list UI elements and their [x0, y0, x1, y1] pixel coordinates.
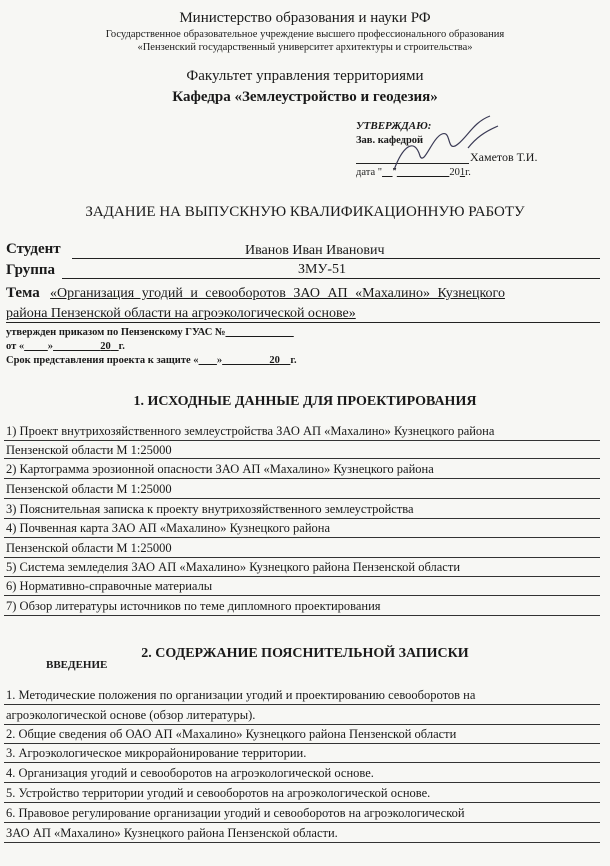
section-2-intro: ВВЕДЕНИЕ — [46, 659, 108, 671]
deadline-mid: » — [216, 355, 223, 366]
group-field-line — [62, 278, 600, 279]
approval-date — [356, 167, 471, 178]
date-quote: " — [392, 167, 397, 178]
student-label: Студент — [6, 241, 61, 257]
head-of-department-label: Зав. кафедрой — [356, 135, 424, 146]
section-2-line-2: агроэкологической основе (обзор литературы). — [6, 708, 256, 722]
head-name: Хаметов Т.И. — [470, 150, 538, 164]
deadline-year-blank — [280, 355, 291, 366]
order-number-blank — [226, 327, 294, 338]
section-1-line-3: 2) Картограмма эрозионной опасности ЗАО АП «Махалино» Кузнецкого района — [6, 462, 434, 476]
section-2-rule-7 — [4, 822, 600, 823]
student-name: Иванов Иван Иванович — [245, 243, 385, 258]
section-2-line-1: 1. Методические положения по организации угодий и проектированию севооборотов на — [6, 688, 476, 702]
date-year-suffix: 1 — [459, 167, 466, 178]
section-1-line-7: Пензенской области М 1:25000 — [6, 541, 172, 555]
document-title: ЗАДАНИЕ НА ВЫПУСКНУЮ КВАЛИФИКАЦИОННУЮ РАБОТУ — [85, 204, 525, 220]
section-2-line-7: 6. Правовое регулирование организации угодий и севооборотов на агроэкологической — [6, 806, 465, 820]
order-end: г. — [118, 341, 125, 352]
group-value: ЗМУ-51 — [298, 262, 347, 277]
section-1-line-10: 7) Обзор литературы источников по теме дипломного проектирования — [6, 599, 381, 613]
section-1-rule-1 — [4, 440, 600, 441]
date-end: г. — [465, 167, 471, 178]
order-from: от « — [6, 341, 25, 352]
order-year: 20 — [100, 341, 111, 352]
date-day-blank — [382, 167, 393, 178]
section-1-rule-4 — [4, 498, 600, 499]
section-2-heading: 2. СОДЕРЖАНИЕ ПОЯСНИТЕЛЬНОЙ ЗАПИСКИ — [141, 646, 469, 661]
section-1-rule-10 — [4, 615, 600, 616]
date-year: 20 — [449, 167, 460, 178]
section-1-line-8: 5) Система земледелия ЗАО АП «Махалино» Кузнецкого района Пензенской области — [6, 560, 461, 574]
order-from-mid: » — [47, 341, 54, 352]
section-2-line-6: 5. Устройство территории угодий и севооборотов на агроэкологической основе. — [6, 786, 431, 800]
deadline-month-blank — [222, 355, 269, 366]
section-2-rule-6 — [4, 802, 600, 803]
institution-line-2: «Пензенский государственный университет архитектуры и строительства» — [137, 42, 473, 53]
section-1-rule-9 — [4, 595, 600, 596]
section-2-rule-3 — [4, 743, 600, 744]
section-1-line-1: 1) Проект внутрихозяйственного землеустройства ЗАО АП «Махалино» Кузнецкого района — [6, 424, 495, 438]
section-2-line-3: 2. Общие сведения об ОАО АП «Махалино» Кузнецкого района Пензенской области — [6, 727, 457, 741]
ministry-title: Министерство образования и науки РФ — [179, 10, 431, 26]
deadline-line — [6, 355, 297, 366]
topic-line-1: «Организация угодий и севооборотов ЗАО АП «Махалино» Кузнецкого — [50, 286, 505, 301]
group-label: Группа — [6, 262, 56, 278]
deadline-end: г. — [290, 355, 297, 366]
date-month-blank — [397, 167, 450, 178]
section-2-rule-4 — [4, 762, 600, 763]
topic-field-line — [6, 322, 600, 323]
section-2-rule-2 — [4, 724, 600, 725]
section-1-rule-5 — [4, 518, 600, 519]
institution-line-1: Государственное образовательное учреждение высшего профессионального образования — [105, 29, 505, 40]
approved-label: УТВЕРЖДАЮ: — [356, 120, 432, 132]
section-2-rule-8 — [4, 842, 600, 843]
section-1-rule-2 — [4, 458, 600, 459]
order-month-blank — [53, 341, 100, 352]
section-1-line-2: Пензенской области М 1:25000 — [6, 443, 172, 457]
order-line — [6, 327, 294, 338]
section-2-rule-1 — [4, 704, 600, 705]
order-day-blank — [24, 341, 48, 352]
section-1-line-6: 4) Почвенная карта ЗАО АП «Махалино» Кузнецкого района — [6, 521, 331, 535]
section-1-heading: 1. ИСХОДНЫЕ ДАННЫЕ ДЛЯ ПРОЕКТИРОВАНИЯ — [133, 394, 477, 409]
section-2-line-4: 3. Агроэкологическое микрорайонирование территории. — [6, 746, 307, 760]
section-1-rule-3 — [4, 478, 600, 479]
date-prefix: дата " — [356, 167, 383, 178]
topic-label: Тема — [6, 285, 40, 301]
section-1-line-5: 3) Пояснительная записка к проекту внутрихозяйственного землеустройства — [6, 502, 414, 516]
section-2-line-5: 4. Организация угодий и севооборотов на агроэкологической основе. — [6, 766, 374, 780]
deadline-day-blank — [199, 355, 217, 366]
deadline-text: Срок представления проекта к защите « — [6, 355, 199, 366]
order-year-blank — [111, 341, 119, 352]
deadline-year: 20 — [269, 355, 280, 366]
order-date-line — [6, 341, 125, 352]
department-title: Кафедра «Землеустройство и геодезия» — [172, 89, 438, 105]
section-2-line-8: ЗАО АП «Махалино» Кузнецкого района Пензенской области. — [6, 826, 338, 840]
section-1-line-4: Пензенской области М 1:25000 — [6, 482, 172, 496]
section-1-rule-7 — [4, 557, 600, 558]
faculty-title: Факультет управления территориями — [186, 68, 424, 84]
section-1-rule-6 — [4, 537, 600, 538]
section-1-line-9: 6) Нормативно-справочные материалы — [6, 579, 213, 593]
topic-line-2: района Пензенской области на агроэкологической основе» — [6, 306, 356, 321]
section-2-rule-5 — [4, 782, 600, 783]
order-text: утвержден приказом по Пензенскому ГУАС № — [6, 327, 226, 338]
section-1-rule-8 — [4, 576, 600, 577]
